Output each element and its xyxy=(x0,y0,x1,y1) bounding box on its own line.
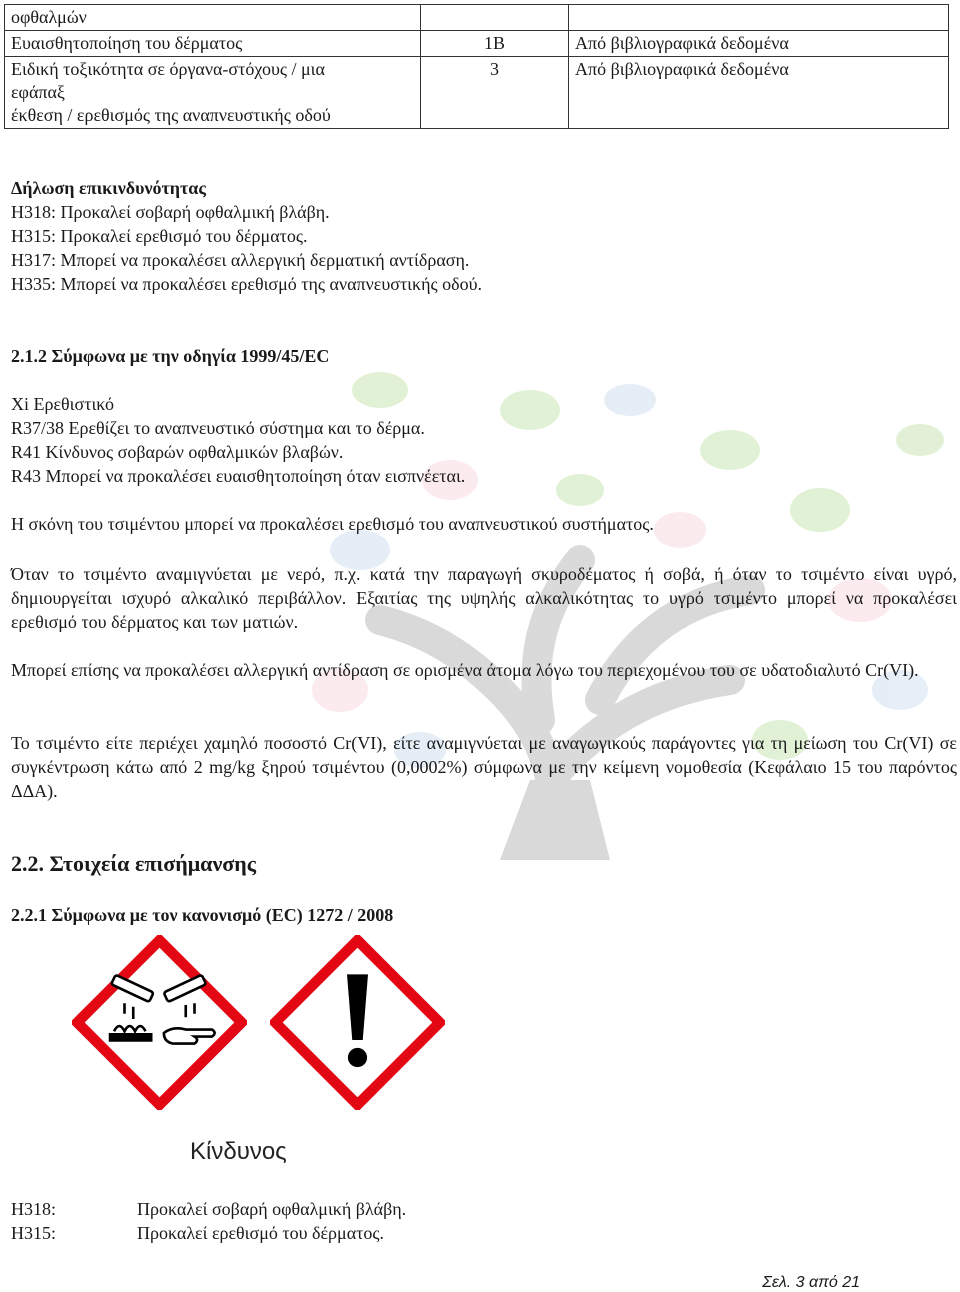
section-heading: 2.2. Στοιχεία επισήμανσης xyxy=(11,851,257,876)
h-statement-row xyxy=(11,1221,384,1245)
hazard-line: H315: Προκαλεί ερεθισμό του δέρματος. xyxy=(11,226,308,246)
page-number: Σελ. 3 από 21 xyxy=(762,1274,860,1291)
h-text: Προκαλεί ερεθισμό του δέρματος. xyxy=(137,1223,384,1243)
table-cell xyxy=(421,5,569,31)
h-code: H315: xyxy=(11,1223,56,1243)
table-cell: 1B xyxy=(421,31,569,57)
cell-line: Ειδική τοξικότητα σε όργανα-στόχους / μια xyxy=(11,59,325,79)
r-phrase-line: Xi Ερεθιστικό xyxy=(11,394,114,414)
r-phrase-line: R37/38 Ερεθίζει το αναπνευστικό σύστημα και το δέρμα. xyxy=(11,418,425,438)
section-heading: 2.1.2 Σύμφωνα με την οδηγία 1999/45/EC xyxy=(11,346,330,366)
table-cell: Ευαισθητοποίηση του δέρματος xyxy=(5,31,421,57)
paragraph: Μπορεί επίσης να προκαλέσει αλλεργική αντίδραση σε ορισμένα άτομα λόγω του περιεχομένου του σε υδατοδιαλυτό Cr(VI). xyxy=(11,660,919,680)
table-row xyxy=(5,5,949,31)
table-cell: οφθαλμών xyxy=(5,5,421,31)
hazard-classification-table xyxy=(4,4,949,129)
hazard-line: H335: Μπορεί να προκαλέσει ερεθισμό της αναπνευστικής οδού. xyxy=(11,274,483,294)
table-row xyxy=(5,57,949,129)
corrosion-icon xyxy=(72,935,247,1110)
hazard-line: H318: Προκαλεί σοβαρή οφθαλμική βλάβη. xyxy=(11,202,330,222)
r-phrase-line: R43 Μπορεί να προκαλέσει ευαισθητοποίηση όταν εισπνέεται. xyxy=(11,466,466,486)
h-code: H318: xyxy=(11,1199,56,1219)
cell-line: εφάπαξ xyxy=(11,82,65,102)
table-cell xyxy=(5,57,421,129)
cell-line: έκθεση / ερεθισμός της αναπνευστικής οδού xyxy=(11,105,331,125)
paragraph: Η σκόνη του τσιμέντου μπορεί να προκαλέσει ερεθισμό του αναπνευστικού συστήματος. xyxy=(11,514,654,534)
table-cell: Από βιβλιογραφικά δεδομένα xyxy=(569,57,949,129)
subsection-heading: 2.2.1 Σύμφωνα με τον κανονισμό (EC) 1272 / 2008 xyxy=(11,905,394,925)
paragraph: Το τσιμέντο είτε περιέχει χαμηλό ποσοστό Cr(VI), είτε αναμιγνύεται με αναγωγικούς παράγοντες για τη μείωση του Cr(VI) σε συγκέντρωση κάτω από 2 mg/kg ξηρού τσιμέντου (0,0002%) σύμφωνα με την κείμενη νομοθεσία (Κεφάλαιο 15 του παρόντος ΔΔΑ). xyxy=(11,733,957,801)
table-row xyxy=(5,31,949,57)
h-text: Προκαλεί σοβαρή οφθαλμική βλάβη. xyxy=(137,1199,407,1219)
hazard-line: H317: Μπορεί να προκαλέσει αλλεργική δερματική αντίδραση. xyxy=(11,250,470,270)
table-cell xyxy=(569,5,949,31)
r-phrase-line: R41 Κίνδυνος σοβαρών οφθαλμικών βλαβών. xyxy=(11,442,344,462)
signal-word: Κίνδυνος xyxy=(190,1138,287,1165)
h-statement-row xyxy=(11,1197,406,1221)
paragraph: Όταν το τσιμέντο αναμιγνύεται με νερό, π.χ. κατά την παραγωγή σκυροδέματος ή σοβά, ή όταν το τσιμέντο είναι υγρό, δημιουργείται ισχυρό αλκαλικό περιβάλλον. Εξαιτίας της υψηλής αλκαλικότητας το υγρό τσιμέντο μπορεί να προκαλέσει ερεθισμό του δέρματος και των ματιών. xyxy=(11,564,957,632)
exclamation-icon xyxy=(270,935,445,1110)
table-cell: 3 xyxy=(421,57,569,129)
hazard-statement-title: Δήλωση επικινδυνότητας xyxy=(11,178,206,198)
table-cell: Από βιβλιογραφικά δεδομένα xyxy=(569,31,949,57)
